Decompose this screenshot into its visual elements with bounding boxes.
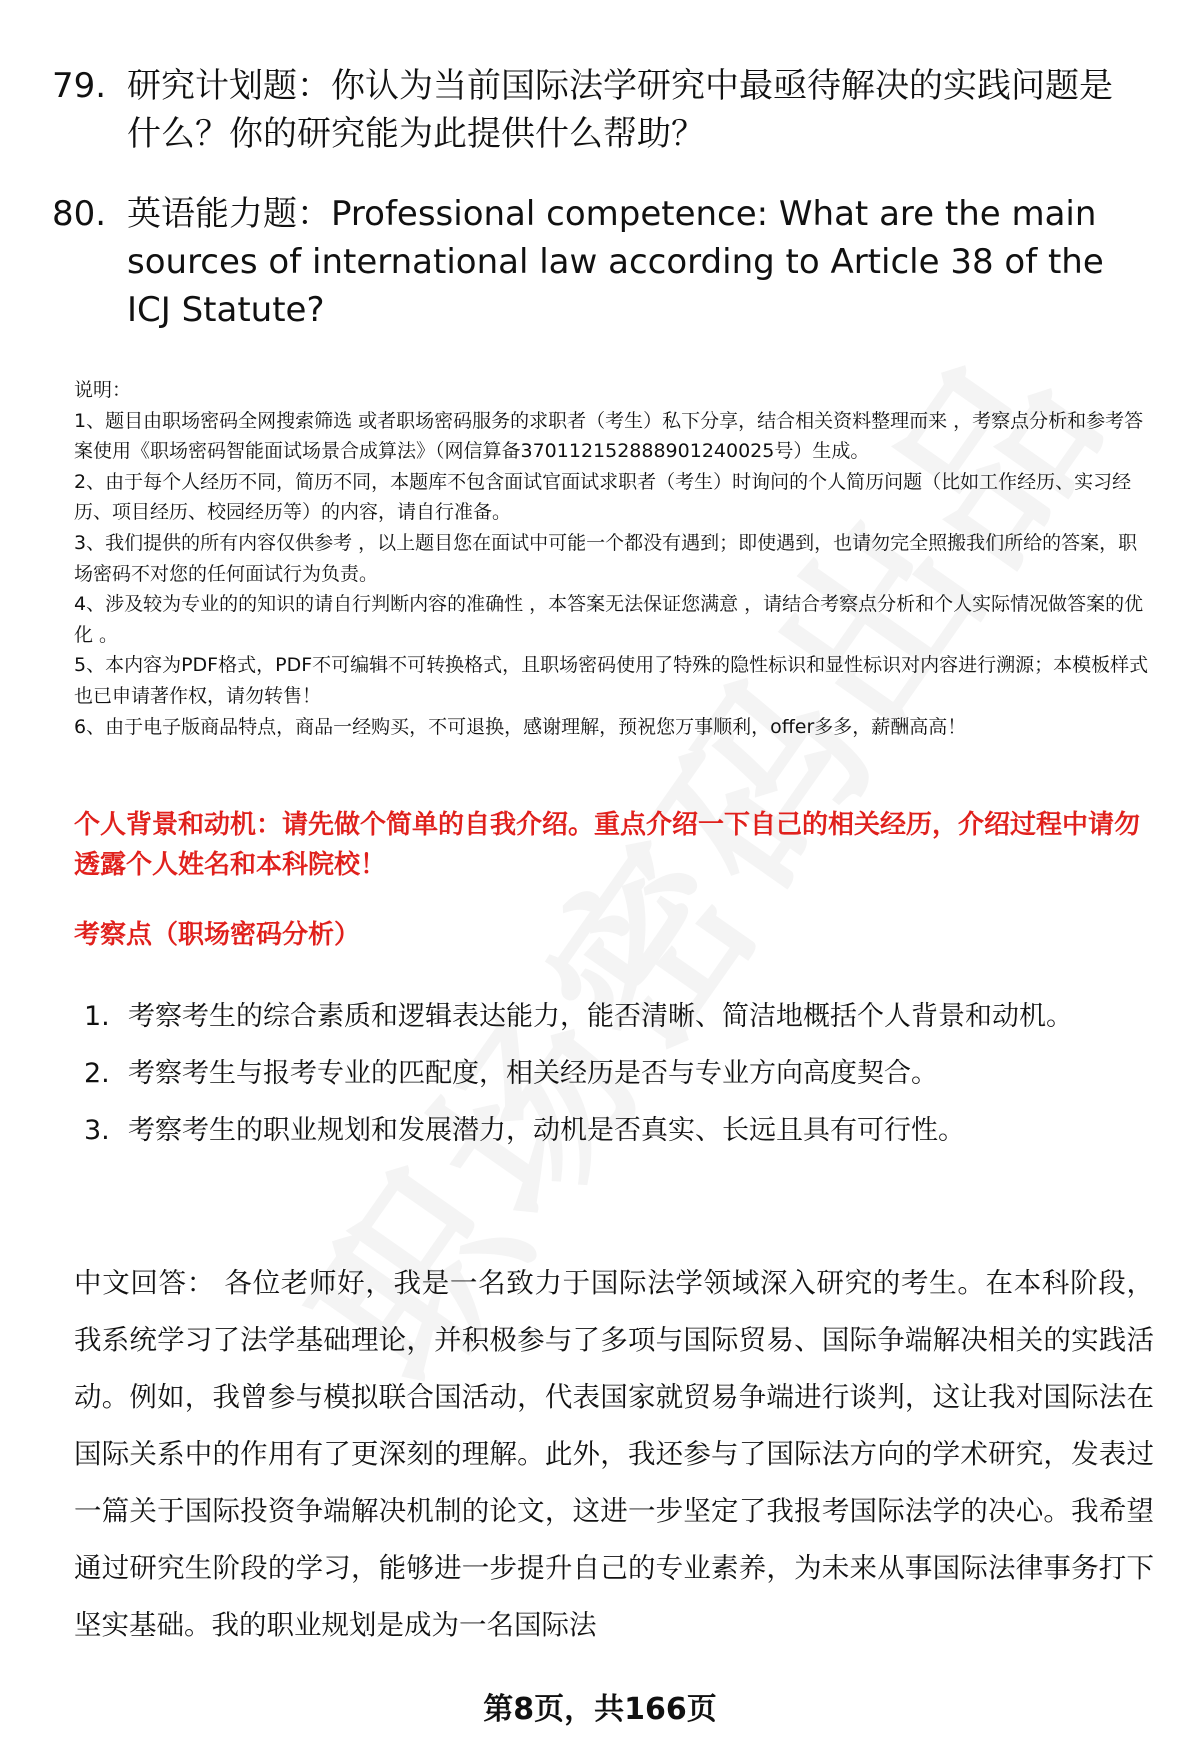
note-item: 3、我们提供的所有内容仅供参考 ，以上题目您在面试中可能一个都没有遇到；即使遇到，也请勿完全照搬我们所给的答案，职场密码不对您的任何面试行为负责。 [74, 531, 1138, 585]
point-number: 3. [84, 1115, 110, 1146]
page-footer: 第8页，共166页 [483, 1692, 717, 1727]
point-text: 考察考生与报考专业的匹配度，相关经历是否与专业方向高度契合。 [128, 1058, 938, 1089]
point-number: 2. [84, 1058, 110, 1089]
point-number: 1. [84, 1001, 110, 1032]
question-text: 英语能力题：Professional competence: What are the main sources of international law according to Article 38 of the ICJ Statute? [127, 194, 1104, 330]
point-text: 考察考生的综合素质和逻辑表达能力，能否清晰、简洁地概括个人背景和动机。 [128, 1001, 1073, 1032]
note-item: 1、题目由职场密码全网搜索筛选 或者职场密码服务的求职者（考生）私下分享，结合相关资料整理而来 ，考察点分析和参考答案使用《职场密码智能面试场景合成算法》（网信算备370112152888901240025号）生成。 [74, 409, 1144, 463]
list-item [84, 1045, 1134, 1102]
note-item: 5、本内容为PDF格式，PDF不可编辑不可转换格式，且职场密码使用了特殊的隐性标识和显性标识对内容进行溯源；本模板样式也已申请著作权，请勿转售！ [74, 654, 1149, 707]
question-number: 79. [52, 66, 107, 106]
question-79 [52, 62, 1127, 158]
intro-question: 个人背景和动机：请先做个简单的自我介绍。重点介绍一下自己的相关经历，介绍过程中请勿透露个人姓名和本科院校！ [74, 810, 1141, 880]
note-item: 6、由于电子版商品特点，商品一经购买，不可退换，感谢理解，预祝您万事顺利，offer多多，薪酬高高！ [74, 715, 967, 738]
question-80 [52, 190, 1127, 334]
question-text: 研究计划题：你认为当前国际法学研究中最亟待解决的实践问题是什么？你的研究能为此提供什么帮助？ [127, 66, 1113, 154]
list-item [84, 988, 1134, 1045]
notes-heading: 说明： [74, 379, 132, 401]
notes-section [74, 375, 1154, 742]
note-item: 4、涉及较为专业的的知识的请自行判断内容的准确性 ，本答案无法保证您满意 ，请结合考察点分析和个人实际情况做答案的优化 。 [74, 593, 1144, 646]
question-number: 80. [52, 194, 107, 234]
points-title: 考察点（职场密码分析） [74, 920, 361, 950]
note-item: 2、由于每个人经历不同，简历不同，本题库不包含面试官面试求职者（考生）时询问的个人简历问题（比如工作经历、实习经历、项目经历、校园经历等）的内容，请自行准备。 [74, 470, 1132, 524]
point-text: 考察考生的职业规划和发展潜力，动机是否真实、长远且具有可行性。 [128, 1115, 965, 1146]
points-list [84, 988, 1134, 1159]
answer-text: 中文回答： 各位老师好，我是一名致力于国际法学领域深入研究的考生。在本科阶段，我系统学习了法学基础理论，并积极参与了多项与国际贸易、国际争端解决相关的实践活动。例如，我曾参与模拟联合国活动，代表国家就贸易争端进行谈判，这让我对国际法在国际关系中的作用有了更深刻的理解。此外，我还参与了国际法方向的学术研究，发表过一篇关于国际投资争端解决机制的论文，这进一步坚定了我报考国际法学的决心。我希望通过研究生阶段的学习，能够进一步提升自己的专业素养，为未来从事国际法律事务打下坚实基础。我的职业规划是成为一名国际法 [74, 1267, 1154, 1641]
list-item [84, 1102, 1134, 1159]
